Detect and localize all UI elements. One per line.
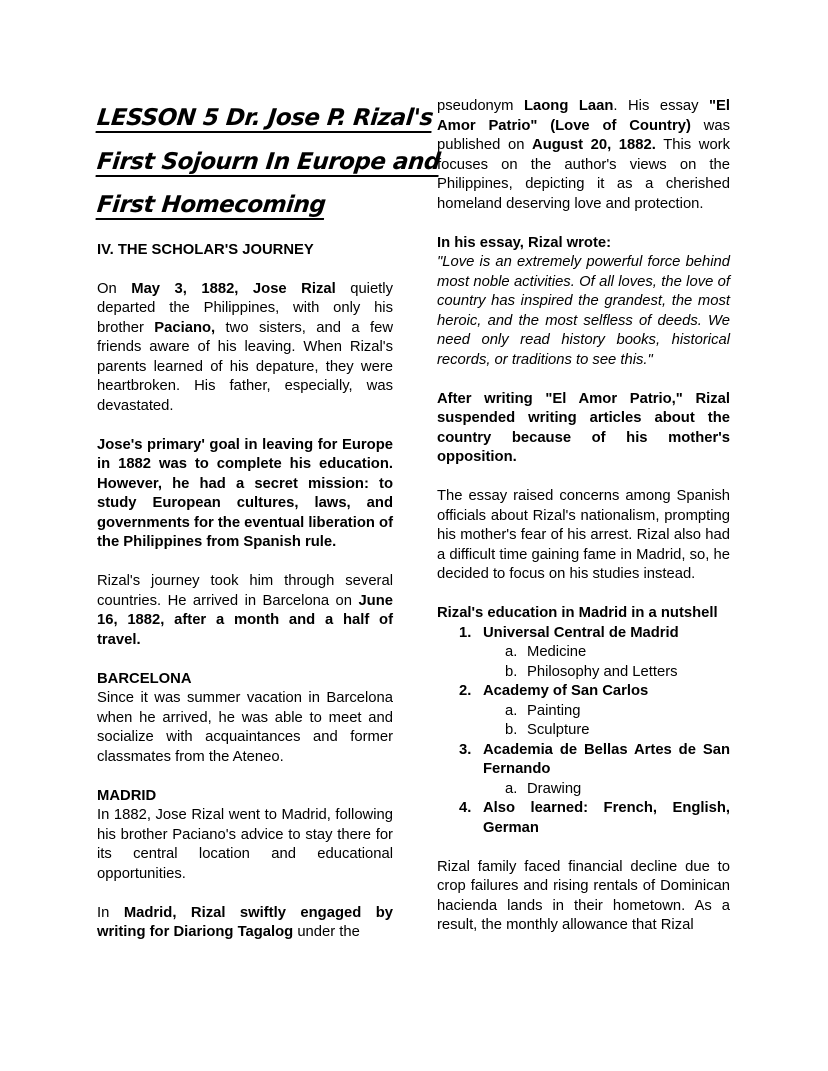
list-letter: a.	[505, 644, 518, 660]
title-line-2: First Sojourn In Europe and	[95, 148, 442, 175]
paragraph-suspended-writing: After writing "El Amor Patrio," Rizal suspended writing articles about the country because of his mother's opposition.	[437, 390, 730, 465]
paragraph-departure: On May 3, 1882, Jose Rizal quietly departed the Philippines, with only his brother Paciano, two sisters, and a few friends aware of his leaving. When Rizal's parents learned of his depature, they were heartbroken. His father, especially, was devastated.	[97, 280, 394, 414]
list-item-text: Academia de Bellas Artes de San Fernando	[483, 741, 730, 777]
education-subitem-2b	[437, 721, 730, 741]
title-line-3: First Homecoming	[95, 192, 327, 218]
education-item-4	[437, 799, 730, 838]
education-subitem-1a	[437, 643, 730, 663]
list-letter: b.	[505, 722, 518, 738]
list-item-text: Universal Central de Madrid	[483, 624, 679, 641]
list-item-text: Also learned: French, English, German	[483, 800, 730, 836]
paragraph-diariong-tagalog: In Madrid, Rizal swiftly engaged by writing for Diariong Tagalog under the	[97, 904, 393, 940]
list-number: 3.	[459, 741, 472, 758]
education-item-1	[437, 624, 730, 644]
list-letter: a.	[505, 702, 518, 719]
list-number: 4.	[459, 800, 472, 816]
section-heading-barcelona: BARCELONA	[97, 670, 192, 687]
lesson-title	[95, 97, 442, 228]
section-heading-scholars-journey: IV. THE SCHOLAR'S JOURNEY	[97, 241, 314, 258]
education-subitem-3a	[437, 780, 730, 800]
education-subitem-1b	[437, 663, 730, 683]
left-column	[95, 97, 442, 943]
paragraph-primary-goal: Jose's primary' goal in leaving for Europe in 1882 was to complete his education. However, he had a secret mission: to study European cultures, laws, and governments for the eventual liberation of the Philippines from Spanish rule.	[97, 436, 393, 550]
list-number: 1.	[459, 624, 472, 641]
list-letter: b.	[505, 663, 518, 680]
paragraph-essay-concerns: The essay raised concerns among Spanish officials about Rizal's nationalism, prompting his mother's fear of his arrest. Rizal also had a difficult time gaining fame in Madrid, so, he decided to focus on his studies instead.	[437, 488, 730, 582]
essay-intro-line: In his essay, Rizal wrote:	[437, 234, 612, 251]
title-line-1: LESSON 5 Dr. Jose P. Rizal's	[95, 105, 435, 131]
list-number: 2.	[459, 683, 472, 699]
essay-quote: "Love is an extremely powerful force behind most noble activities. Of all loves, the love of country has inspired the grandest, the most heroic, and the most selfless of deeds. We need only read history books, historical records, or traditions to see this."	[437, 254, 730, 368]
list-item-text: Medicine	[527, 644, 587, 660]
list-item-text: Sculpture	[527, 722, 590, 738]
list-item-text: Painting	[527, 702, 581, 719]
list-item-text: Philosophy and Letters	[527, 663, 678, 680]
list-letter: a.	[505, 780, 518, 797]
list-item-text: Drawing	[527, 780, 582, 797]
education-subitem-2a	[437, 702, 730, 722]
paragraph-barcelona: Since it was summer vacation in Barcelona when he arrived, he was able to meet and socialize with acquaintances and former classmates from the Ateneo.	[97, 690, 393, 765]
education-list	[437, 624, 730, 839]
paragraph-madrid: In 1882, Jose Rizal went to Madrid, following his brother Paciano's advice to stay there for its central location and educational opportunities.	[97, 807, 393, 882]
education-item-3	[437, 741, 730, 780]
paragraph-journey-arrival: Rizal's journey took him through several countries. He arrived in Barcelona on June 16, 1882, after a month and a half of travel.	[97, 573, 393, 648]
education-item-2	[437, 682, 730, 702]
paragraph-financial-decline: Rizal family faced financial decline due to crop failures and rising rentals of Dominican hacienda lands in their hometown. As a result, the monthly allowance that Rizal	[437, 858, 730, 933]
list-item-text: Academy of San Carlos	[483, 683, 649, 699]
right-column	[437, 97, 730, 936]
paragraph-pseudonym-el-amor-patrio: pseudonym Laong Laan. His essay "El Amor Patrio" (Love of Country) was published on August 20, 1882. This work focuses on the author's views on the Philippines, depicting it as a cherished homeland deserving love and protection.	[437, 98, 731, 212]
section-heading-madrid: MADRID	[97, 787, 157, 804]
education-list-title: Rizal's education in Madrid in a nutshell	[437, 605, 718, 621]
